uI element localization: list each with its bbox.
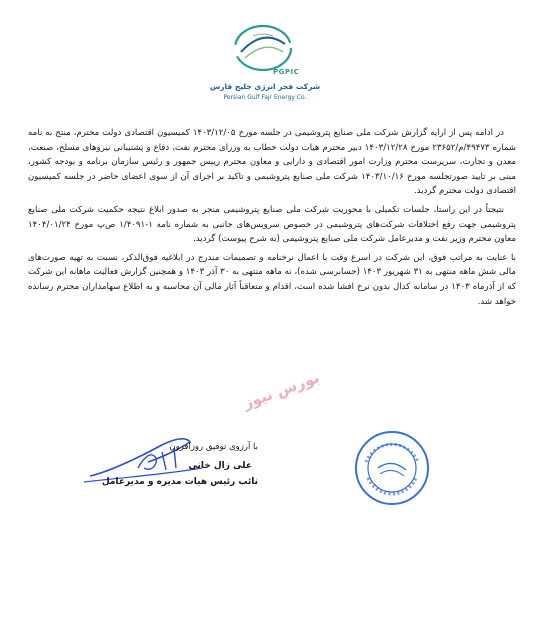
company-logo — [205, 18, 325, 110]
company-seal-icon — [352, 428, 432, 508]
paragraph-1: در ادامه پس از ارایه گزارش شرکت ملی صنایع پتروشیمی در جلسه مورخ ۱۴۰۳/۱۲/۰۵ کمیسیون اقتصادی دولت محترم، منتج به نامه شماره ۴۹۴۷۳/م/۲۳۶۵۲ مورخ ۱۴۰۳/۱۲/۲۸ دبیر محترم هیات دولت خطاب به وزرای محترم نفت، دفاع و پشتیبانی نیروهای مسلح، صنعت، معدن و تجارت، سرپرست محترم وزارت امور اقتصادی و دارایی و معاون محترم رییس جمهور و رئیس سازمان برنامه و بودجه کشور، مبنی بر تایید صورتجلسه مورخ ۱۴۰۳/۱۰/۱۶ شرکت ملی صنایع پتروشیمی و تاکید بر اجرای آن از سوی اعضای حاضر در جلسه کمیسیون اقتصادی دولت محترم گردید. — [28, 128, 517, 197]
signer-name: علی زال خانی — [188, 461, 252, 471]
closing-salutation: با آرزوی توفیق روزافزون — [169, 442, 258, 452]
letter-body — [28, 126, 516, 313]
company-name-english: Persian Gulf Fajr Energy Co. — [223, 94, 307, 101]
paragraph-3: با عنایت به مراتب فوق، این شرکت در اسرع وقت با اعمال نرخنامه و تصمیمات مندرج در ابلاغیه فوق‌الذکر، نسبت به تهیه صورت‌های مالی شش ماهه منتهی به ۳۱ شهریور ۱۴۰۳ (حسابرسی شده)، نه ماهه منتهی به ۳۰ آذر ۱۴۰۳ و همچنین گزارش فعالیت ماهانه این شرکت که از آذرماه ۱۴۰۳ در سامانه کدال بدون نرخ افشا شده است، اقدام و متعاقباً آثار مالی آن محاسبه و به اطلاع سهامداران محترم رسانده خواهد شد. — [28, 252, 517, 307]
watermark: بورس نیوز — [240, 368, 322, 413]
paragraph-2: نتیجتاً در این راستا، جلسات تکمیلی با محوریت شرکت ملی صنایع پتروشیمی منجر به صدور ابلاغ نتیجه حکمیت شرکت ملی صنایع پتروشیمی جهت رفع اختلافات شرکت‌های پتروشیمی در خصوص سرویس‌های جانبی به شماره نامه ۱-۱/۴۰۹۱ ص‌پ مورخ ۱۴۰۴/۰۱/۲۴ معاون محترم وزیر نفت و مدیرعامل شرکت ملی صنایع پتروشیمی (به شرح پیوست) گردید. — [28, 204, 516, 245]
logo-abbreviation: PGPIC — [273, 68, 300, 76]
signer-title: نائب رئیس هیات مدیره و مدیرعامل — [101, 477, 258, 487]
company-name-persian: شرکت فجر انرژی خلیج فارس — [209, 82, 321, 91]
